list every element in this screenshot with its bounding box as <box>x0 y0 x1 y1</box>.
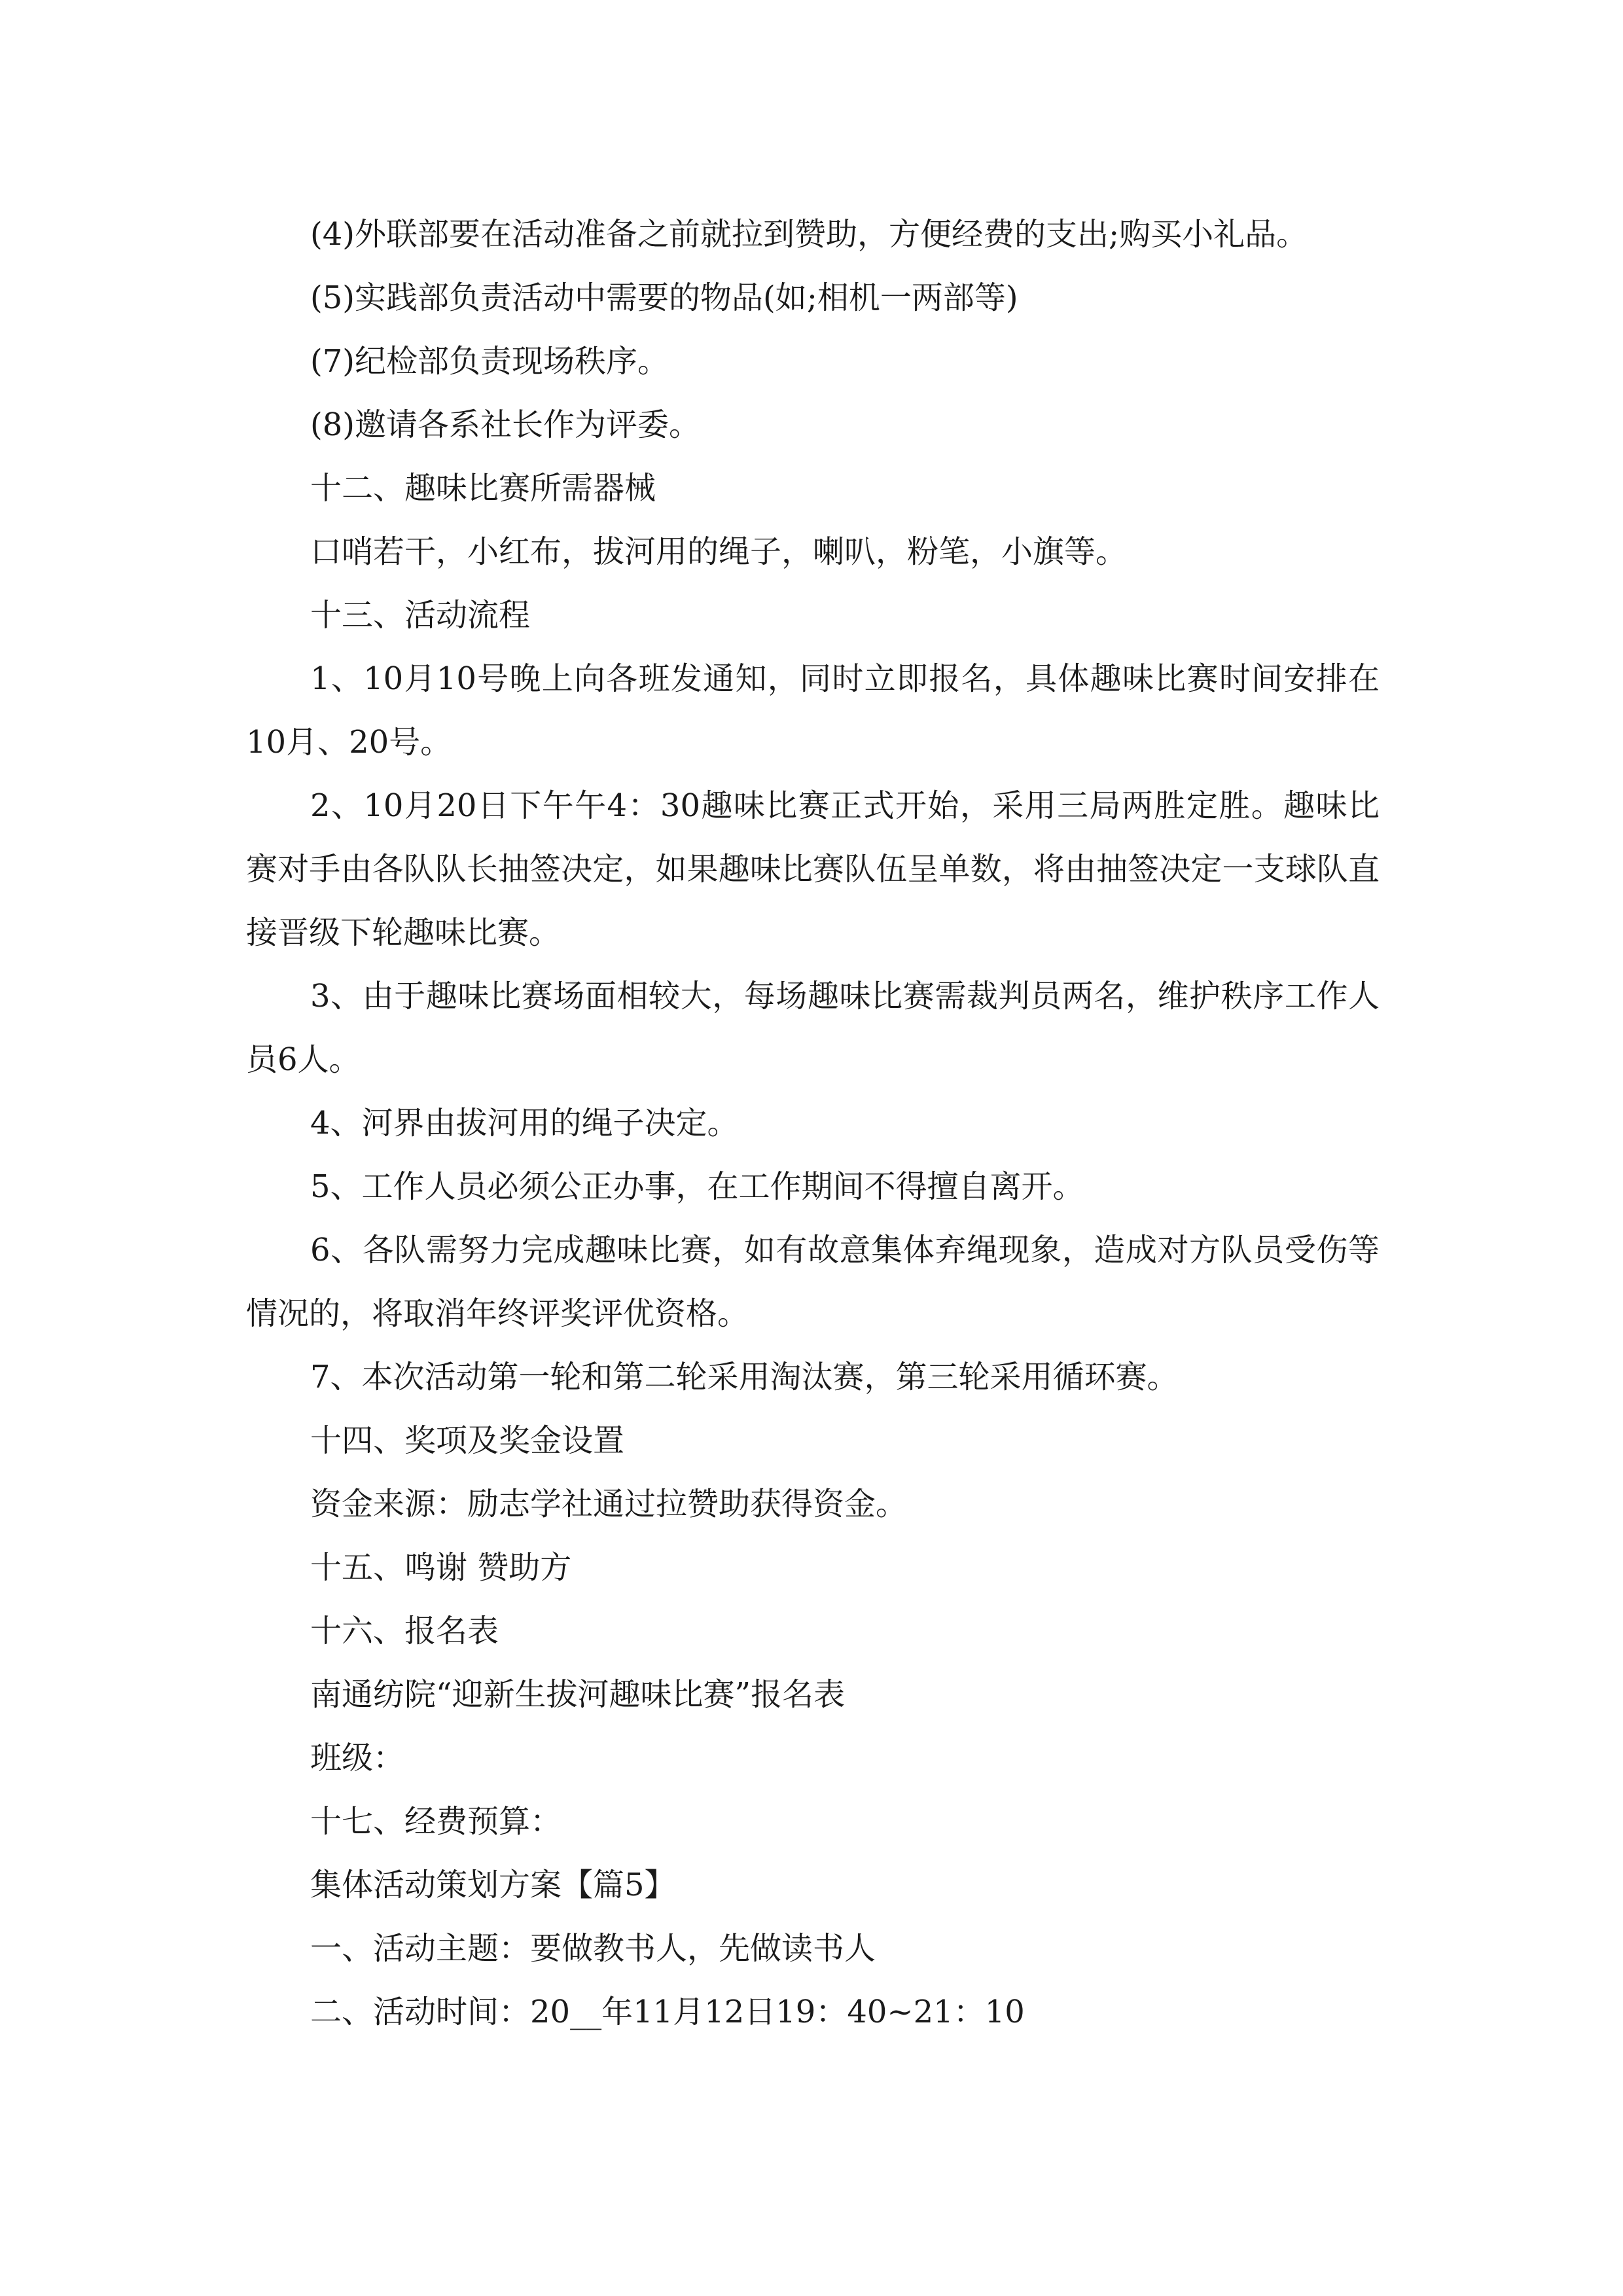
process-step-3: 3、由于趣味比赛场面相较大，每场趣味比赛需裁判员两名，维护秩序工作人员6人。 <box>246 978 1380 1078</box>
process-step-5: 5、工作人员必须公正办事，在工作期间不得擅自离开。 <box>310 1168 1084 1205</box>
section-heading-17: 十七、经费预算： <box>310 1803 562 1840</box>
section-heading-15: 十五、鸣谢 赞助方 <box>310 1549 572 1586</box>
section-heading-16: 十六、报名表 <box>310 1613 499 1649</box>
process-step-4: 4、河界由拔河用的绳子决定。 <box>310 1105 739 1141</box>
paragraph-item-7: (7)纪检部负责现场秩序。 <box>310 343 669 380</box>
registration-form-title: 南通纺院“迎新生拔河趣味比赛”报名表 <box>310 1676 846 1713</box>
activity-theme: 一、活动主题：要做教书人，先做读书人 <box>310 1930 876 1967</box>
funding-source: 资金来源：励志学社通过拉赞助获得资金。 <box>310 1486 908 1522</box>
plan-title-part-5: 集体活动策划方案【篇5】 <box>310 1867 676 1903</box>
section-heading-13: 十三、活动流程 <box>310 597 531 634</box>
section-heading-12: 十二、趣味比赛所需器械 <box>310 470 656 507</box>
equipment-list: 口哨若干，小红布，拔河用的绳子，喇叭，粉笔，小旗等。 <box>310 533 1128 570</box>
paragraph-item-4: (4)外联部要在活动准备之前就拉到赞助，方便经费的支出;购买小礼品。 <box>310 216 1308 253</box>
process-step-7: 7、本次活动第一轮和第二轮采用淘汰赛，第三轮采用循环赛。 <box>310 1359 1179 1395</box>
activity-time: 二、活动时间：20__年11月12日19：40~21：10 <box>310 1994 1025 2030</box>
class-label: 班级： <box>310 1740 405 1776</box>
process-step-2: 2、10月20日下午午4：30趣味比赛正式开始，采用三局两胜定胜。趣味比赛对手由各队队长抽签决定，如果趣味比赛队伍呈单数，将由抽签决定一支球队直接晋级下轮趣味比赛。 <box>246 787 1380 951</box>
document-body <box>246 203 1380 2044</box>
paragraph-item-5: (5)实践部负责活动中需要的物品(如;相机一两部等) <box>310 279 1018 316</box>
paragraph-item-8: (8)邀请各系社长作为评委。 <box>310 406 700 443</box>
process-step-1: 1、10月10号晚上向各班发通知，同时立即报名，具体趣味比赛时间安排在10月、20号。 <box>246 660 1380 761</box>
process-step-6: 6、各队需努力完成趣味比赛，如有故意集体弃绳现象，造成对方队员受伤等情况的，将取消年终评奖评优资格。 <box>246 1232 1380 1332</box>
section-heading-14: 十四、奖项及奖金设置 <box>310 1422 625 1459</box>
